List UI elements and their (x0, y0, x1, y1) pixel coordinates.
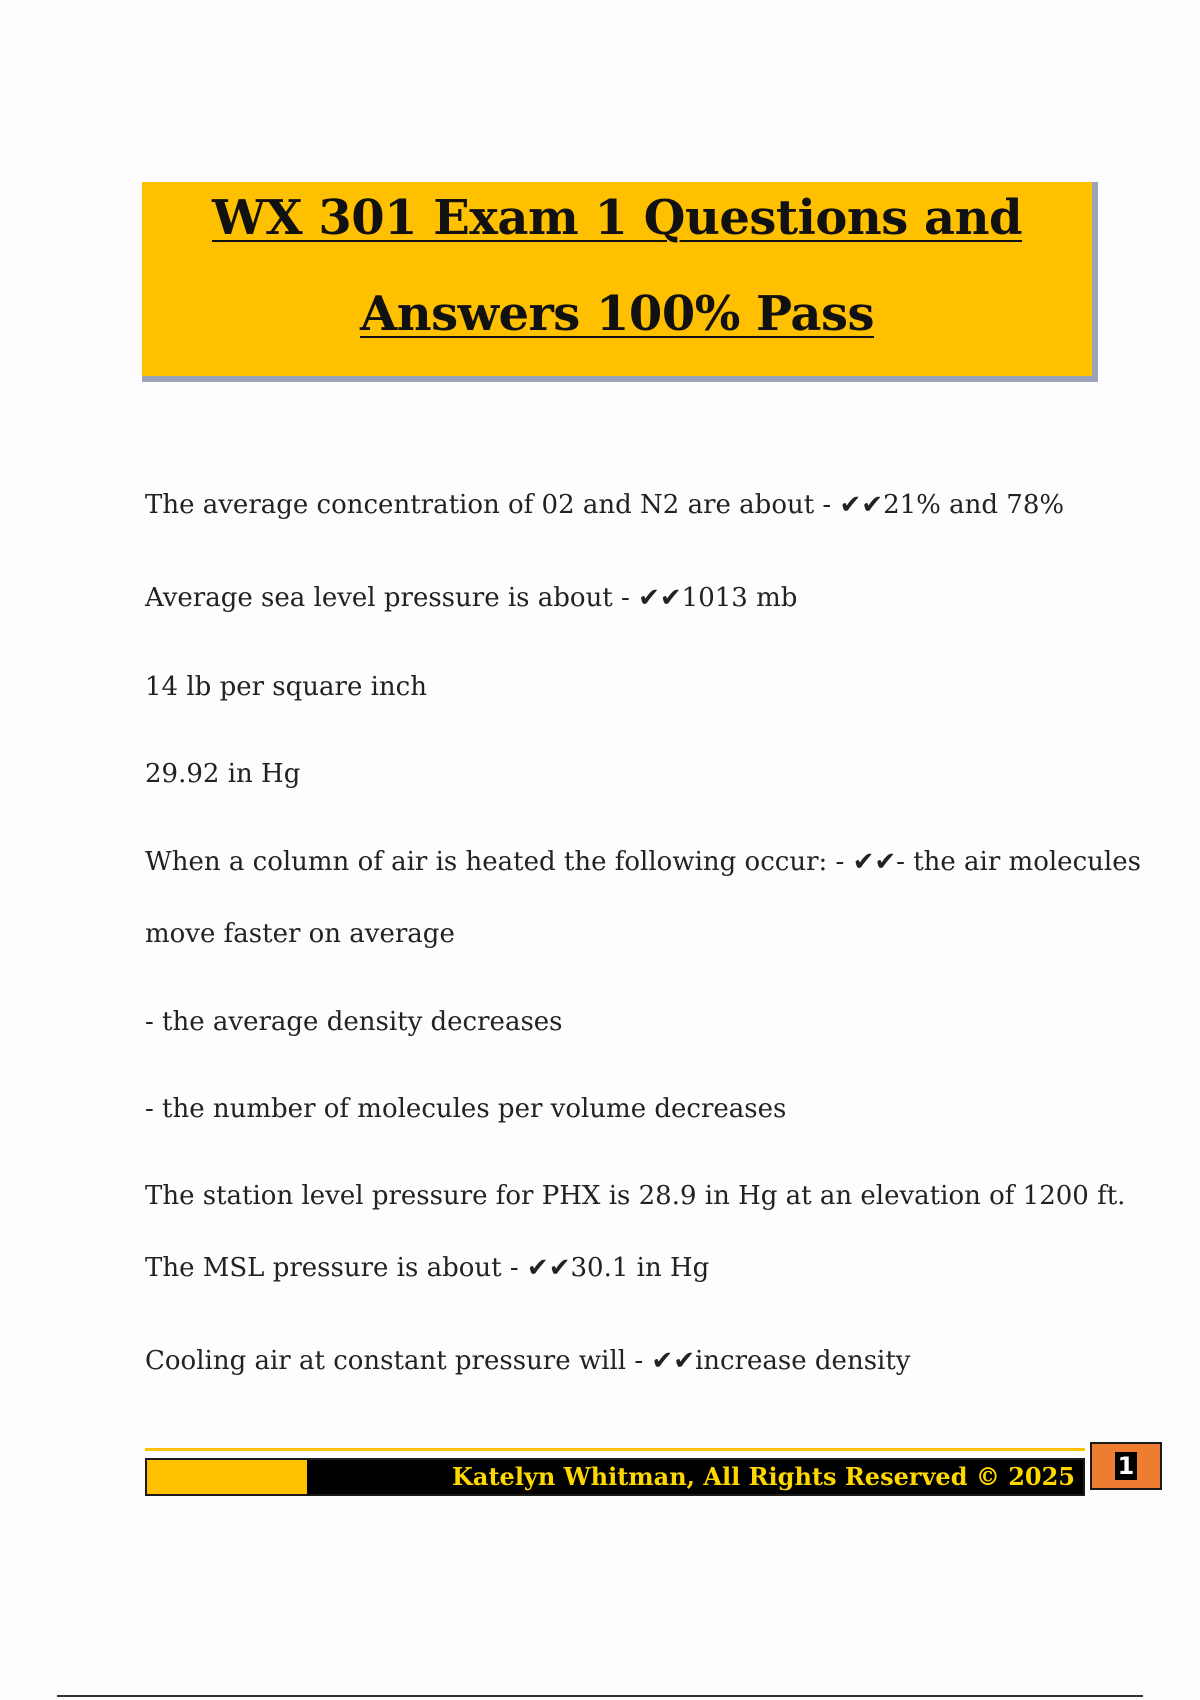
answer-text: increase density (694, 1346, 911, 1376)
footer-bar (145, 1458, 1085, 1496)
page-bottom-divider (57, 1695, 1143, 1697)
qa-paragraph (145, 1346, 911, 1376)
title-line-1: WX 301 Exam 1 Questions and (211, 190, 1023, 246)
question-text: The average concentration of 02 and N2 are about - (145, 490, 840, 520)
check-mark-icon: ✔✔ (638, 583, 682, 613)
question-text: When a column of air is heated the following occur: - (145, 847, 853, 877)
footer-divider (145, 1448, 1085, 1451)
qa-paragraph (145, 490, 1064, 520)
qa-paragraph (145, 1253, 709, 1283)
check-mark-icon: ✔✔ (839, 490, 884, 520)
text-paragraph: move faster on average (145, 919, 455, 949)
footer-copyright-block (307, 1460, 1083, 1494)
check-mark-icon: ✔✔ (526, 1253, 571, 1283)
text-paragraph: 14 lb per square inch (145, 672, 427, 702)
text-paragraph: - the number of molecules per volume decreases (145, 1094, 787, 1124)
title-banner (142, 182, 1098, 382)
page-number-box (1090, 1442, 1162, 1490)
answer-text: - the air molecules (896, 847, 1141, 877)
page-number: 1 (1115, 1452, 1138, 1480)
answer-text: 30.1 in Hg (570, 1253, 710, 1283)
text-paragraph: - the average density decreases (145, 1007, 563, 1037)
check-mark-icon: ✔✔ (651, 1346, 695, 1376)
qa-paragraph (145, 847, 1141, 877)
question-text: Cooling air at constant pressure will - (145, 1346, 652, 1376)
text-paragraph: The station level pressure for PHX is 28.9 in Hg at an elevation of 1200 ft. (145, 1181, 1126, 1211)
answer-text: 1013 mb (681, 583, 798, 613)
qa-paragraph (145, 583, 797, 613)
title-line-2: Answers 100% Pass (359, 286, 874, 342)
text-paragraph: 29.92 in Hg (145, 759, 301, 789)
answer-text: 21% and 78% (883, 490, 1065, 520)
check-mark-icon: ✔✔ (852, 847, 897, 877)
question-text: Average sea level pressure is about - (145, 583, 639, 613)
footer-copyright: Katelyn Whitman, All Rights Reserved © 2025 (452, 1462, 1075, 1491)
question-text: The MSL pressure is about - (145, 1253, 527, 1283)
